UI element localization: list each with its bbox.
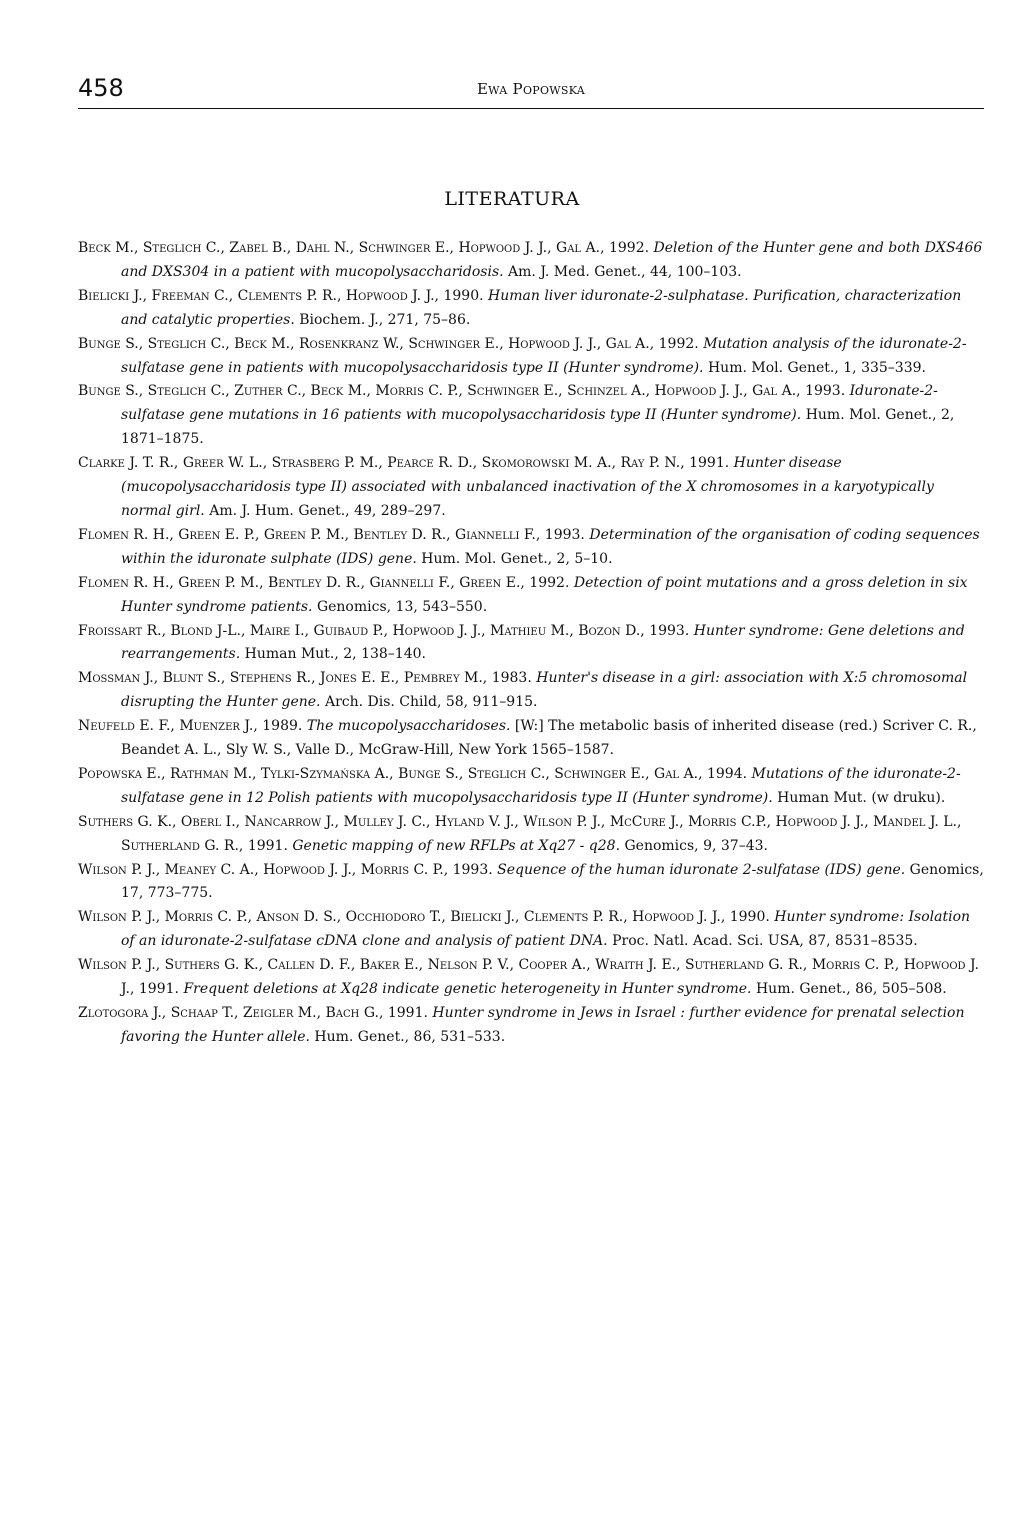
reference-source: Arch. Dis. Child, 58, 911–915. <box>324 694 538 711</box>
reference-authors: Suthers G. K., Oberl I., Nancarrow J., Mulley J. C., Hyland V. J., Wilson P. J., McCure J., Morris C.P., Hopwood J. J., Mandel J. L., Sutherland G. R., <box>78 813 962 854</box>
running-author: Ewa Popowska <box>476 80 586 98</box>
reference-authors: Flomen R. H., Green P. M., Bentley D. R., Giannelli F., Green E., <box>78 574 525 591</box>
reference-title: Sequence of the human iduronate 2-sulfatase (IDS) gene. <box>497 861 906 878</box>
reference-source: [W:] The metabolic basis of inherited disease (red.) Scriver C. R., Beandet A. L., Sly W. S., Valle D., McGraw-Hill, New York 1565–1587. <box>121 718 977 759</box>
reference-title: Deletion of the Hunter gene and both DXS466 and DXS304 in a patient with mucopolysaccharidosis. <box>121 240 983 280</box>
reference-source: Hum. Mol. Genet., 2, 1871–1875. <box>121 407 955 448</box>
reference-year: 1992. <box>529 574 570 591</box>
reference-source: Human Mut., 2, 138–140. <box>244 646 426 663</box>
section-heading: LITERATURA <box>444 188 580 210</box>
reference-year: 1992. <box>608 240 650 256</box>
reference-authors: Wilson P. J., Meaney C. A., Hopwood J. J., Morris C. P., <box>78 861 449 878</box>
reference-authors: Froissart R., Blond J-L., Maire I., Guibaud P., Hopwood J. J., Mathieu M., Bozon D., <box>78 622 645 639</box>
reference-entry <box>78 906 986 954</box>
reference-authors: Wilson P. J., Morris C. P., Anson D. S., Occhiodoro T., Bielicki J., Clements P. R., Hopwood J. J., <box>78 909 726 926</box>
reference-authors: Bunge S., Steglich C., Beck M., Rosenkranz W., Schwinger E., Hopwood J. J., Gal A., <box>78 335 655 352</box>
reference-entry <box>78 285 986 333</box>
reference-year: 1990. <box>443 287 484 304</box>
reference-year: 1993. <box>805 383 846 400</box>
reference-year: 1991. <box>689 455 730 472</box>
reference-source: Human Mut. (w druku). <box>777 789 946 806</box>
reference-source: Genomics, 17, 773–775. <box>121 861 984 902</box>
reference-authors: Beck M., Steglich C., Zabel B., Dahl N., Schwinger E., Hopwood J. J., Gal A., <box>78 240 605 256</box>
reference-entry <box>78 667 986 715</box>
reference-source: Hum. Mol. Genet., 1, 335–339. <box>707 359 926 376</box>
reference-entry <box>78 954 986 1002</box>
reference-source: Am. J. Med. Genet., 44, 100–103. <box>508 263 742 280</box>
reference-authors: Bielicki J., Freeman C., Clements P. R., Hopwood J. J., <box>78 287 440 304</box>
reference-title: Hunter's disease in a girl: association with X:5 chromosomal disrupting the Hunter gene. <box>121 670 968 711</box>
reference-entry <box>78 237 986 285</box>
reference-source: Hum. Mol. Genet., 2, 5–10. <box>421 550 613 567</box>
reference-year: 1994. <box>706 765 748 782</box>
reference-entry <box>78 811 986 859</box>
reference-source: Genomics, 9, 37–43. <box>624 837 768 854</box>
reference-year: 1993. <box>649 622 690 639</box>
reference-authors: Wilson P. J., Suthers G. K., Callen D. F., Baker E., Nelson P. V., Cooper A., Wraith J. E., Sutherland G. R., Morris C. P., Hopwood J. J., <box>78 957 979 998</box>
reference-source: Biochem. J., 271, 75–86. <box>299 311 471 328</box>
reference-title: Mutation analysis of the iduronate-2-sulfatase gene in patients with mucopolysaccharidosis type II (Hunter syndrome). <box>121 335 967 376</box>
reference-authors: Mossman J., Blunt S., Stephens R., Jones E. E., Pembrey M., <box>78 670 488 687</box>
reference-entry <box>78 859 986 907</box>
reference-entry <box>78 380 986 452</box>
reference-year: 1990. <box>729 909 770 926</box>
reference-title: Mutations of the iduronate-2-sulfatase gene in 12 Polish patients with mucopolysaccharidosis type II (Hunter syndrome). <box>121 765 961 806</box>
reference-entry <box>78 620 986 668</box>
reference-title: Hunter syndrome in Jews in Israel : further evidence for prenatal selection favoring the Hunter allele. <box>121 1005 965 1045</box>
reference-authors: Popowska E., Rathman M., Tylki-Szymańska A., Bunge S., Steglich C., Schwinger E., Gal A., <box>78 765 703 782</box>
reference-entry <box>78 524 986 572</box>
reference-year: 1991. <box>138 981 179 998</box>
page-number: 458 <box>78 74 124 102</box>
reference-source: Proc. Natl. Acad. Sci. USA, 87, 8531–8535. <box>612 933 918 950</box>
reference-year: 1992. <box>658 335 699 352</box>
reference-title: Human liver iduronate-2-sulphatase. Purification, characterization and catalytic properties. <box>121 287 962 328</box>
reference-source: Hum. Genet., 86, 531–533. <box>314 1028 506 1045</box>
reference-authors: Bunge S., Steglich C., Zuther C., Beck M., Morris C. P., Schwinger E., Schinzel A., Hopwood J. J., Gal A., <box>78 383 801 400</box>
reference-list <box>78 237 986 1050</box>
reference-entry <box>78 1002 986 1050</box>
reference-entry <box>78 763 986 811</box>
reference-year: 1991. <box>247 837 288 854</box>
reference-title: Detection of point mutations and a gross deletion in six Hunter syndrome patients. <box>121 574 968 615</box>
reference-entry <box>78 452 986 524</box>
reference-entry <box>78 333 986 381</box>
reference-title: Hunter syndrome: Gene deletions and rearrangements. <box>121 622 965 663</box>
reference-year: 1993. <box>452 861 493 878</box>
reference-source: Genomics, 13, 543–550. <box>316 598 488 615</box>
reference-year: 1993. <box>544 526 585 543</box>
reference-source: Hum. Genet., 86, 505–508. <box>755 981 947 998</box>
reference-year: 1989. <box>262 718 303 735</box>
reference-year: 1983. <box>491 670 532 687</box>
reference-entry <box>78 715 986 763</box>
reference-title: Hunter disease (mucopolysaccharidosis type II) associated with unbalanced inactivation of the X chromosomes in a karyotypically normal girl. <box>121 455 934 519</box>
reference-year: 1991. <box>387 1005 428 1021</box>
reference-title: Frequent deletions at Xq28 indicate genetic heterogeneity in Hunter syndrome. <box>183 981 752 998</box>
reference-title: Genetic mapping of new RFLPs at Xq27 - q28. <box>292 837 621 854</box>
reference-authors: Flomen R. H., Green E. P., Green P. M., Bentley D. R., Giannelli F., <box>78 526 541 543</box>
running-head <box>78 74 984 109</box>
reference-source: Am. J. Hum. Genet., 49, 289–297. <box>209 502 446 519</box>
reference-authors: Clarke J. T. R., Greer W. L., Strasberg P. M., Pearce R. D., Skomorowski M. A., Ray P. N., <box>78 455 685 472</box>
reference-entry <box>78 572 986 620</box>
reference-title: The mucopolysaccharidoses. <box>306 718 511 735</box>
reference-authors: Neufeld E. F., Muenzer J., <box>78 718 258 735</box>
reference-title: Hunter syndrome: Isolation of an iduronate-2-sulfatase cDNA clone and analysis of patient DNA. <box>121 909 971 950</box>
reference-title: Iduronate-2-sulfatase gene mutations in 16 patients with mucopolysaccharidosis type II (Hunter syndrome). <box>121 383 938 424</box>
reference-authors: Zlotogora J., Schaap T., Zeigler M., Bach G., <box>78 1005 384 1021</box>
reference-title: Determination of the organisation of coding sequences within the iduronate sulphate (IDS) gene. <box>121 526 980 567</box>
